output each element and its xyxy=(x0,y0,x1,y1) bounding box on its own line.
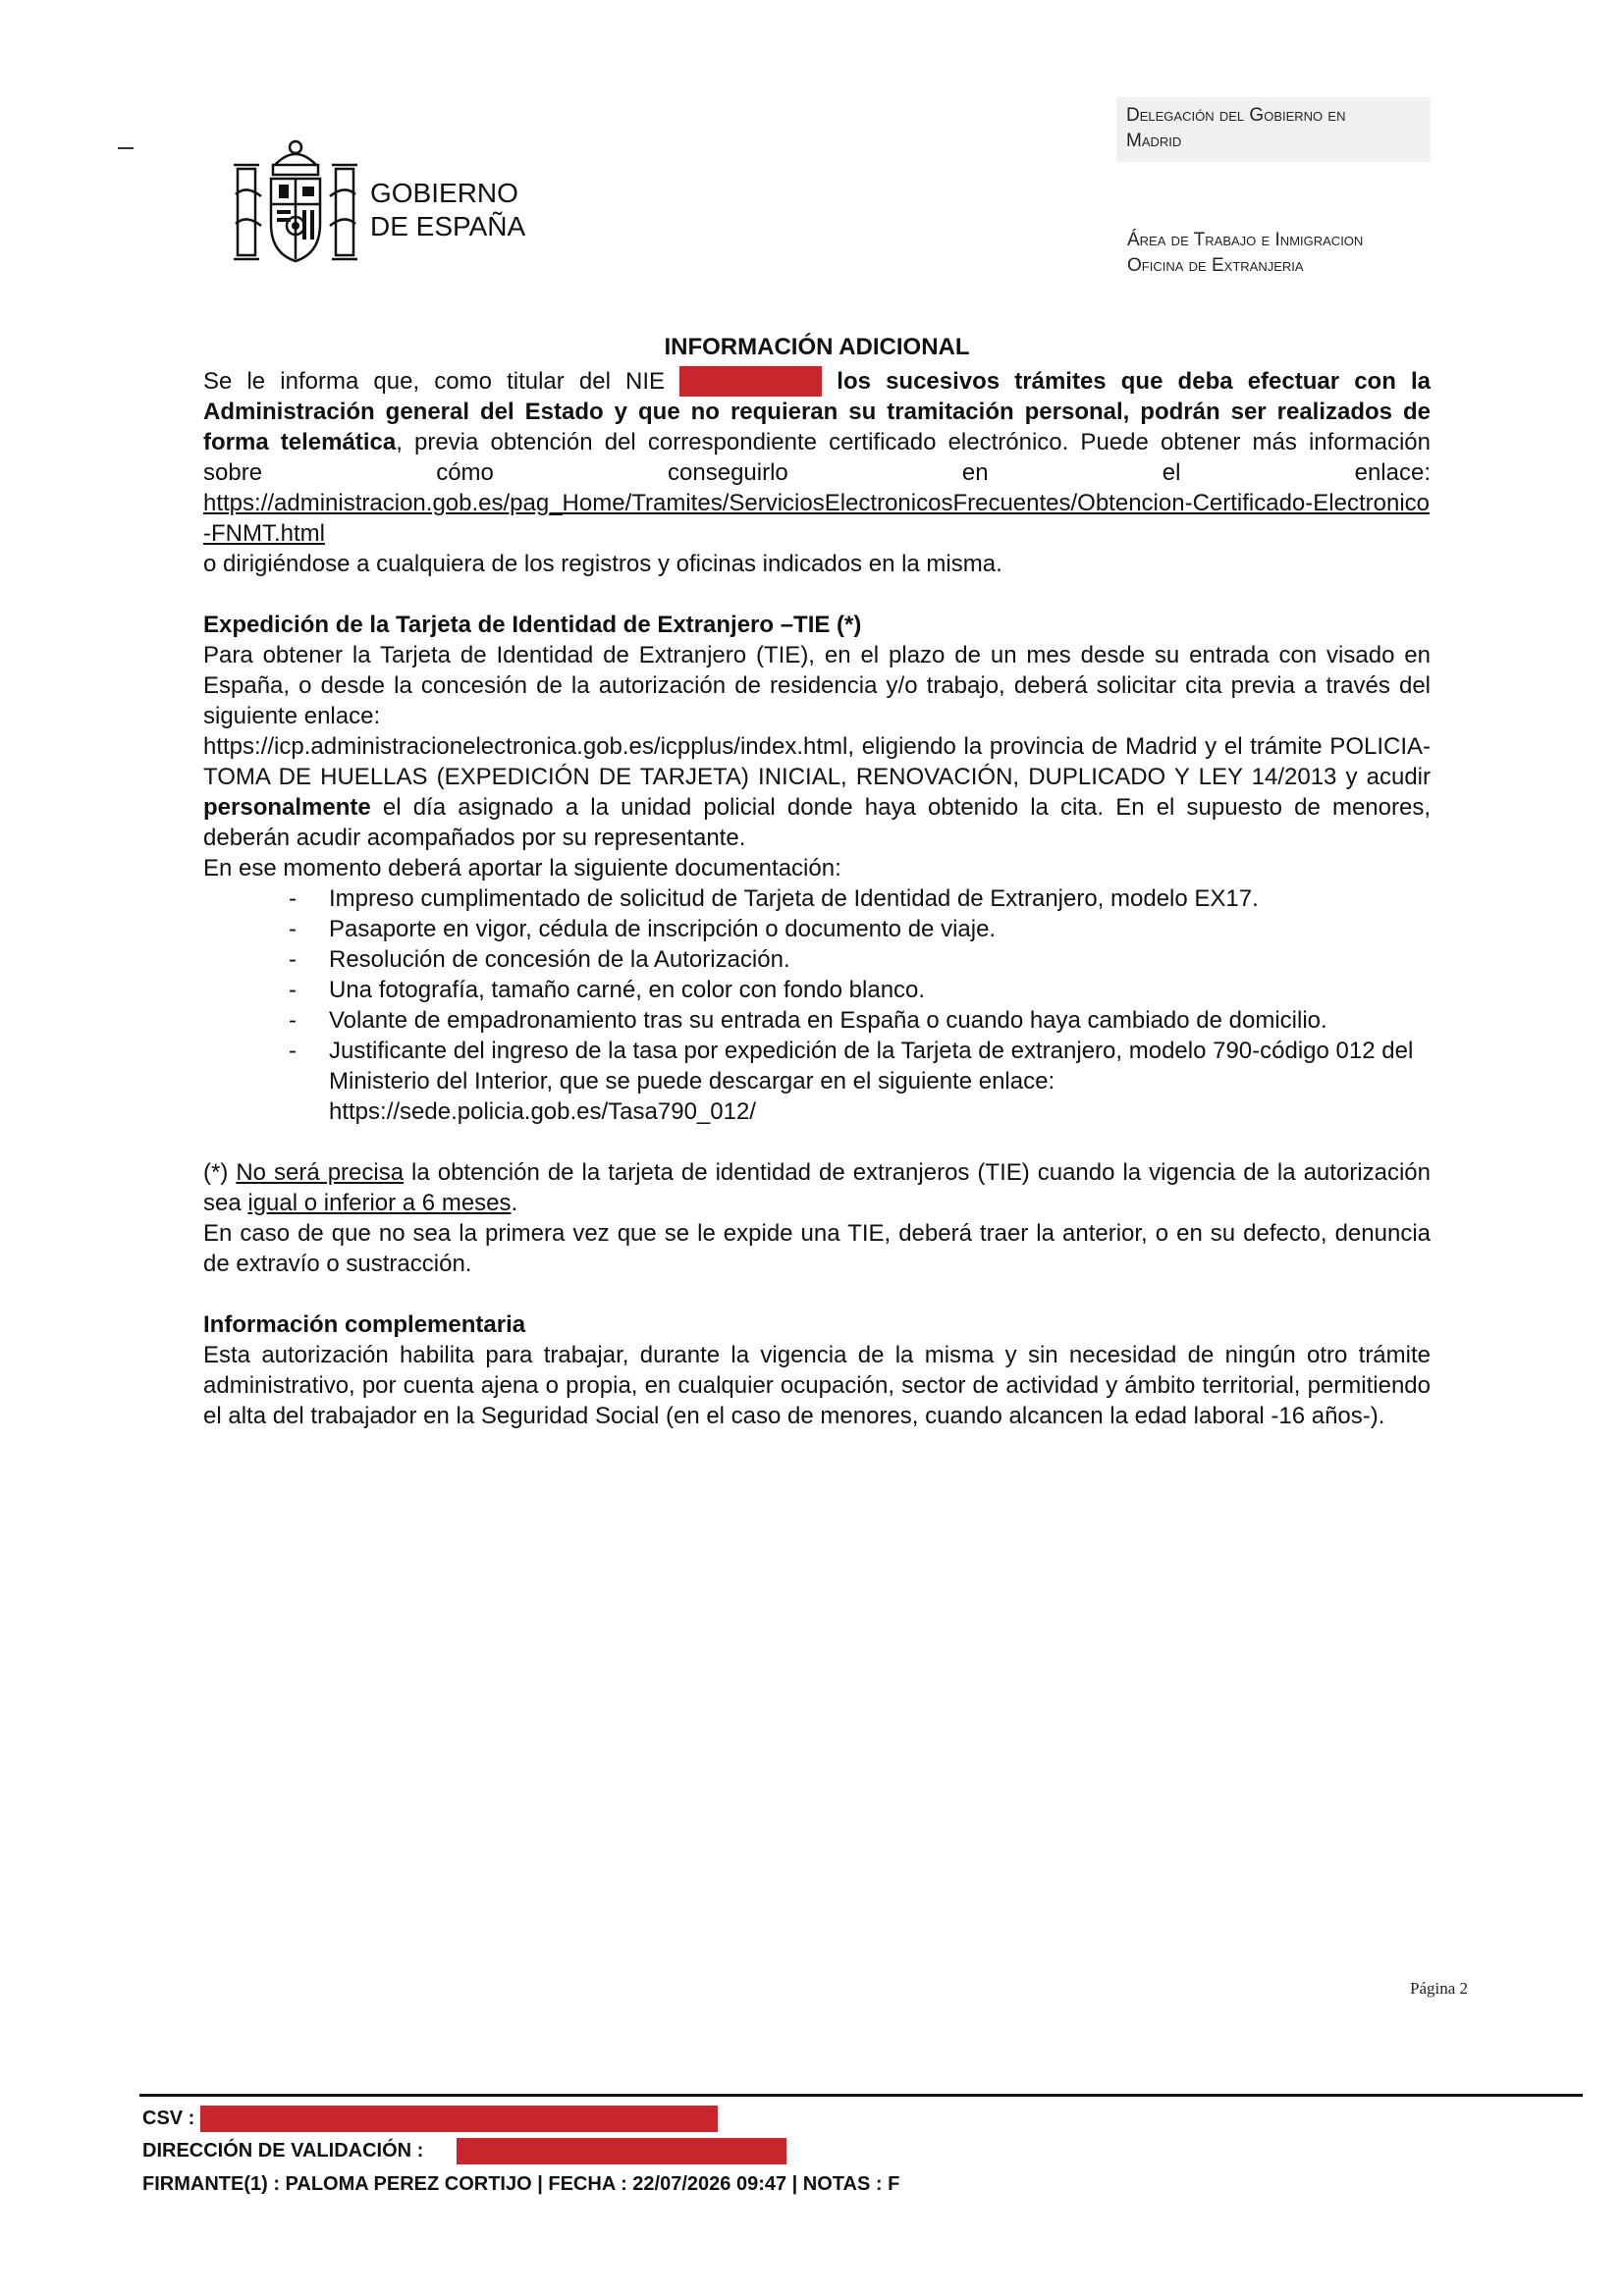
tie-paragraph-1: Para obtener la Tarjeta de Identidad de Extranjero (TIE), en el plazo de un mes desde su entrada con visado en España, o desde la concesión de la autorización de residencia y/o trabajo, deberá solicitar cita previa a través del siguiente enlace: xyxy=(203,642,1431,729)
documentation-list xyxy=(203,883,1431,1127)
list-dash: - xyxy=(289,916,297,942)
note-asterisk: (*) xyxy=(203,1159,237,1186)
list-dash: - xyxy=(289,1038,297,1064)
intro-text-1: Se le informa que, como titular del NIE xyxy=(203,368,680,395)
list-item-text: Una fotografía, tamaño carné, en color con fondo blanco. xyxy=(329,977,926,1003)
tie-paragraph-2a: https://icp.administracionelectronica.gob.es/icpplus/index.html, eligiendo la provincia de Madrid y el trámite POLICIA-TOMA DE HUELLAS (EXPEDICIÓN DE TARJETA) INICIAL, RENOVACIÓN, DUPLICADO Y LEY 14/2013 y acudir xyxy=(203,733,1431,790)
tie-note-2: En caso de que no sea la primera vez que se le expide una TIE, deberá traer la anterior, o en su defecto, denuncia de extravío o sustracción. xyxy=(203,1220,1431,1277)
intro-paragraph xyxy=(203,366,1431,488)
area-line2: Oficina de Extranjeria xyxy=(1127,255,1304,276)
note-period: . xyxy=(511,1190,518,1216)
list-item-text: Resolución de concesión de la Autorización. xyxy=(329,946,790,973)
list-item-text: Justificante del ingreso de la tasa por expedición de la Tarjeta de extranjero, modelo 790-código 012 del Ministerio del Interior, que se puede descargar en el siguiente enlace: xyxy=(329,1038,1414,1095)
list-dash: - xyxy=(289,977,297,1003)
complementaria-heading: Información complementaria xyxy=(203,1311,526,1338)
list-item xyxy=(203,883,1431,914)
tie-paragraph-3: En ese momento deberá aportar la siguiente documentación: xyxy=(203,855,841,881)
list-item xyxy=(203,1036,1431,1127)
logo-text-line2: DE ESPAÑA xyxy=(370,211,526,241)
tasa-790-link[interactable]: https://sede.policia.gob.es/Tasa790_012/ xyxy=(329,1098,756,1125)
list-item-text: Volante de empadronamiento tras su entrada en España o cuando haya cambiado de domicilio. xyxy=(329,1007,1327,1034)
list-item-text: Impreso cumplimentado de solicitud de Tarjeta de Identidad de Extranjero, modelo EX17. xyxy=(329,885,1259,912)
csv-redaction xyxy=(200,2106,718,2132)
tie-paragraph-2 xyxy=(203,731,1431,853)
tie-paragraph-2b: el día asignado a la unidad policial donde haya obtenido la cita. En el supuesto de menores, deberán acudir acompañados por su representante. xyxy=(203,794,1431,851)
nie-redaction xyxy=(679,366,822,397)
footer-divider xyxy=(139,2094,1583,2097)
csv-row xyxy=(142,2106,830,2133)
intro-text-2: , previa obtención del correspondiente certificado electrónico. Puede obtener más información sobre cómo conseguirlo en el enlace: xyxy=(203,429,1431,486)
delegacion-box xyxy=(1116,97,1431,162)
tie-heading: Expedición de la Tarjeta de Identidad de Extranjero –TIE (*) xyxy=(203,612,862,638)
note-text: la obtención de la tarjeta de identidad de extranjeros (TIE) cuando la vigencia de la autorización sea xyxy=(203,1159,1431,1216)
certificado-link[interactable]: https://administracion.gob.es/pag_Home/Tramites/ServiciosElectronicosFrecuentes/Obtencion-Certificado-Electronico-FNMT.html xyxy=(203,490,1430,547)
logo-text-line1: GOBIERNO xyxy=(370,178,518,208)
intro-link-paragraph xyxy=(203,488,1431,549)
list-dash: - xyxy=(289,1007,297,1034)
gobierno-de-espana-logo-text xyxy=(370,177,525,243)
list-item xyxy=(203,1005,1431,1036)
area-label xyxy=(1127,228,1363,279)
list-dash: - xyxy=(289,885,297,912)
delegacion-line1: Delegación del Gobierno en xyxy=(1126,105,1346,126)
area-line1: Área de Trabajo e Inmigracion xyxy=(1127,230,1364,250)
note-underline-1: No será precisa xyxy=(236,1159,405,1186)
validacion-redaction xyxy=(457,2138,786,2164)
tie-personalmente: personalmente xyxy=(203,794,371,821)
note-underline-2: igual o inferior a 6 meses xyxy=(247,1190,512,1216)
corner-mark xyxy=(118,147,134,149)
validacion-label: DIRECCIÓN DE VALIDACIÓN : xyxy=(142,2140,424,2162)
complementaria-text: Esta autorización habilita para trabajar, durante la vigencia de la misma y sin necesidad de ningún otro trámite administrativo, por cuenta ajena o propia, en cualquier ocupación, sector de actividad y ámbito territorial, permitiendo el alta del trabajador en la Seguridad Social (en el caso de menores, cuando alcancen la edad laboral -16 años-). xyxy=(203,1342,1431,1429)
page-number: Página 2 xyxy=(1410,1979,1469,1998)
document-body xyxy=(203,332,1431,1431)
list-item xyxy=(203,975,1431,1005)
tie-note xyxy=(203,1157,1431,1218)
coat-of-arms-icon xyxy=(232,135,359,271)
validacion-row xyxy=(142,2138,830,2165)
list-item xyxy=(203,914,1431,944)
intro-text-3: o dirigiéndose a cualquiera de los registros y oficinas indicados en la misma. xyxy=(203,551,1002,577)
document-title: INFORMACIÓN ADICIONAL xyxy=(664,334,970,360)
list-item xyxy=(203,944,1431,975)
list-item-text: Pasaporte en vigor, cédula de inscripción o documento de viaje. xyxy=(329,916,997,942)
csv-label: CSV : xyxy=(142,2108,195,2129)
intro-bold-text: los sucesivos trámites que deba efectuar con la Administración general del Estado y que no requieran su tramitación personal, podrán ser realizados de forma telemática xyxy=(203,368,1431,455)
list-dash: - xyxy=(289,946,297,973)
delegacion-line2: Madrid xyxy=(1126,131,1182,151)
firmante-line: FIRMANTE(1) : PALOMA PEREZ CORTIJO | FECHA : 22/07/2026 09:47 | NOTAS : F xyxy=(142,2173,900,2195)
